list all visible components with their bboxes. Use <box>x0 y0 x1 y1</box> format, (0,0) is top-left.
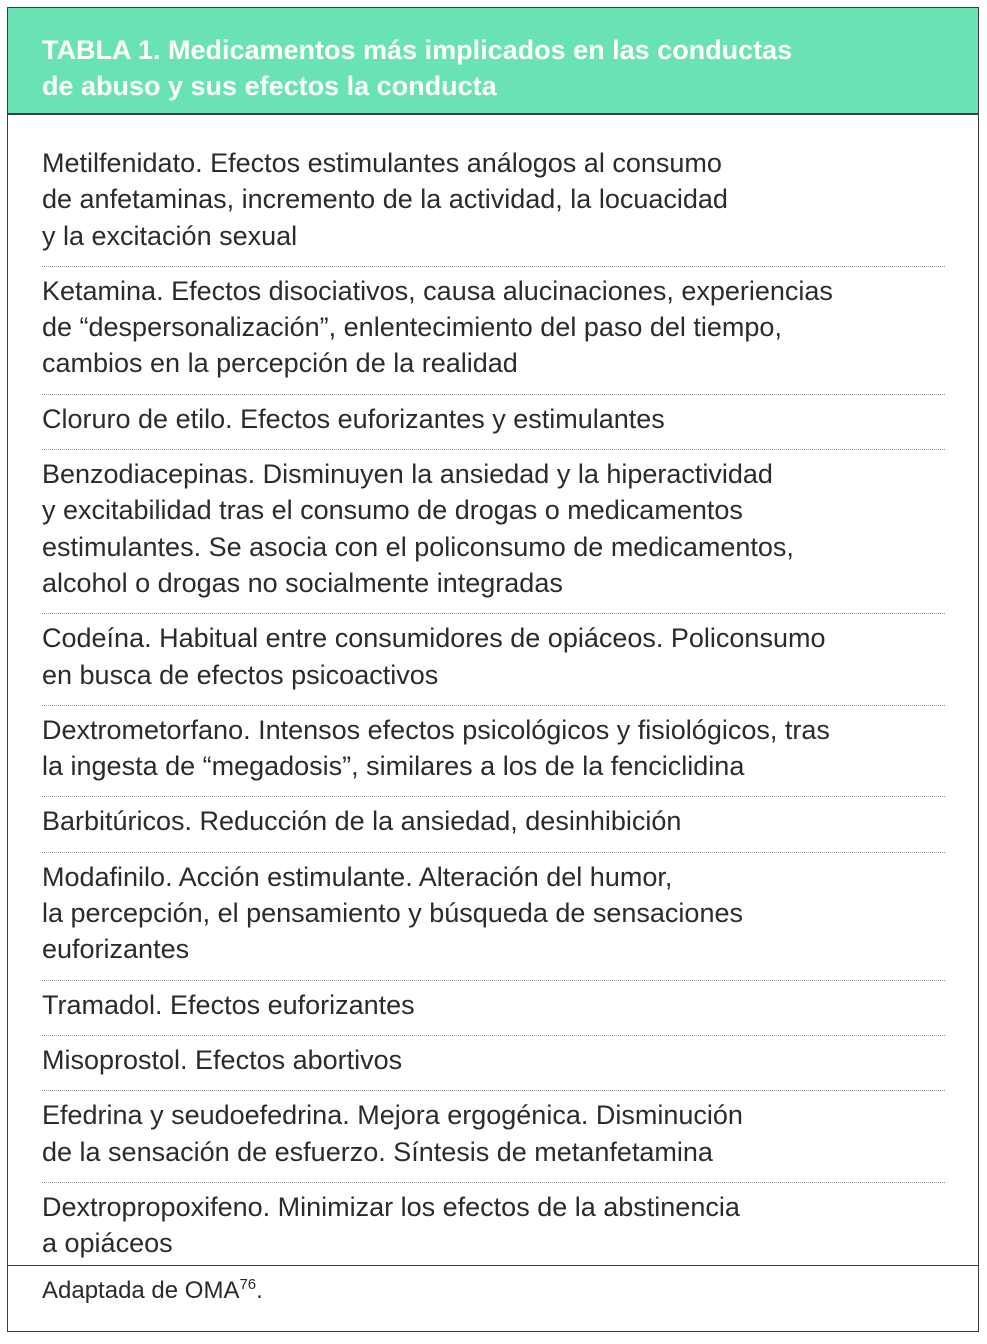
table-row: Misoprostol. Efectos abortivos <box>42 1036 945 1091</box>
table-row: Efedrina y seudoefedrina. Mejora ergogénica. Disminución de la sensación de esfuerzo. Síntesis de metanfetamina <box>42 1091 945 1183</box>
table-rows <box>8 115 978 1273</box>
table-row: Benzodiacepinas. Disminuyen la ansiedad y la hiperactividad y excitabilidad tras el consumo de drogas o medicamentos estimulantes. Se asocia con el policonsumo de medicamentos, alcohol o drogas no socialmente integradas <box>42 450 945 614</box>
table-row: Cloruro de etilo. Efectos euforizantes y estimulantes <box>42 395 945 450</box>
table-row: Metilfenidato. Efectos estimulantes análogos al consumo de anfetaminas, incremento de la actividad, la locuacidad y la excitación sexual <box>42 145 945 267</box>
footer-source-text: Adaptada de OMA <box>42 1277 240 1304</box>
table-row: Codeína. Habitual entre consumidores de opiáceos. Policonsumo en busca de efectos psicoactivos <box>42 614 945 706</box>
table-row: Ketamina. Efectos disociativos, causa alucinaciones, experiencias de “despersonalización”, enlentecimiento del paso del tiempo, cambios en la percepción de la realidad <box>42 267 945 395</box>
table-body <box>8 115 978 1273</box>
table-row: Dextropropoxifeno. Minimizar los efectos de la abstinencia a opiáceos <box>42 1191 740 1259</box>
table-title: TABLA 1. Medicamentos más implicados en las conductas de abuso y sus efectos la conducta <box>42 35 793 101</box>
table-row: Tramadol. Efectos euforizantes <box>42 981 945 1036</box>
table-row: Modafinilo. Acción estimulante. Alteración del humor, la percepción, el pensamiento y búsqueda de sensaciones euforizantes <box>42 853 945 981</box>
footer-reference-number: 76 <box>239 1276 257 1293</box>
table-header <box>8 8 978 115</box>
table-row: Barbitúricos. Reducción de la ansiedad, desinhibición <box>42 797 945 852</box>
table-container <box>7 7 979 1332</box>
table-footer <box>8 1265 978 1305</box>
footer-suffix: . <box>256 1277 263 1304</box>
table-row: Dextrometorfano. Intensos efectos psicológicos y fisiológicos, tras la ingesta de “megadosis”, similares a los de la fenciclidina <box>42 706 945 798</box>
